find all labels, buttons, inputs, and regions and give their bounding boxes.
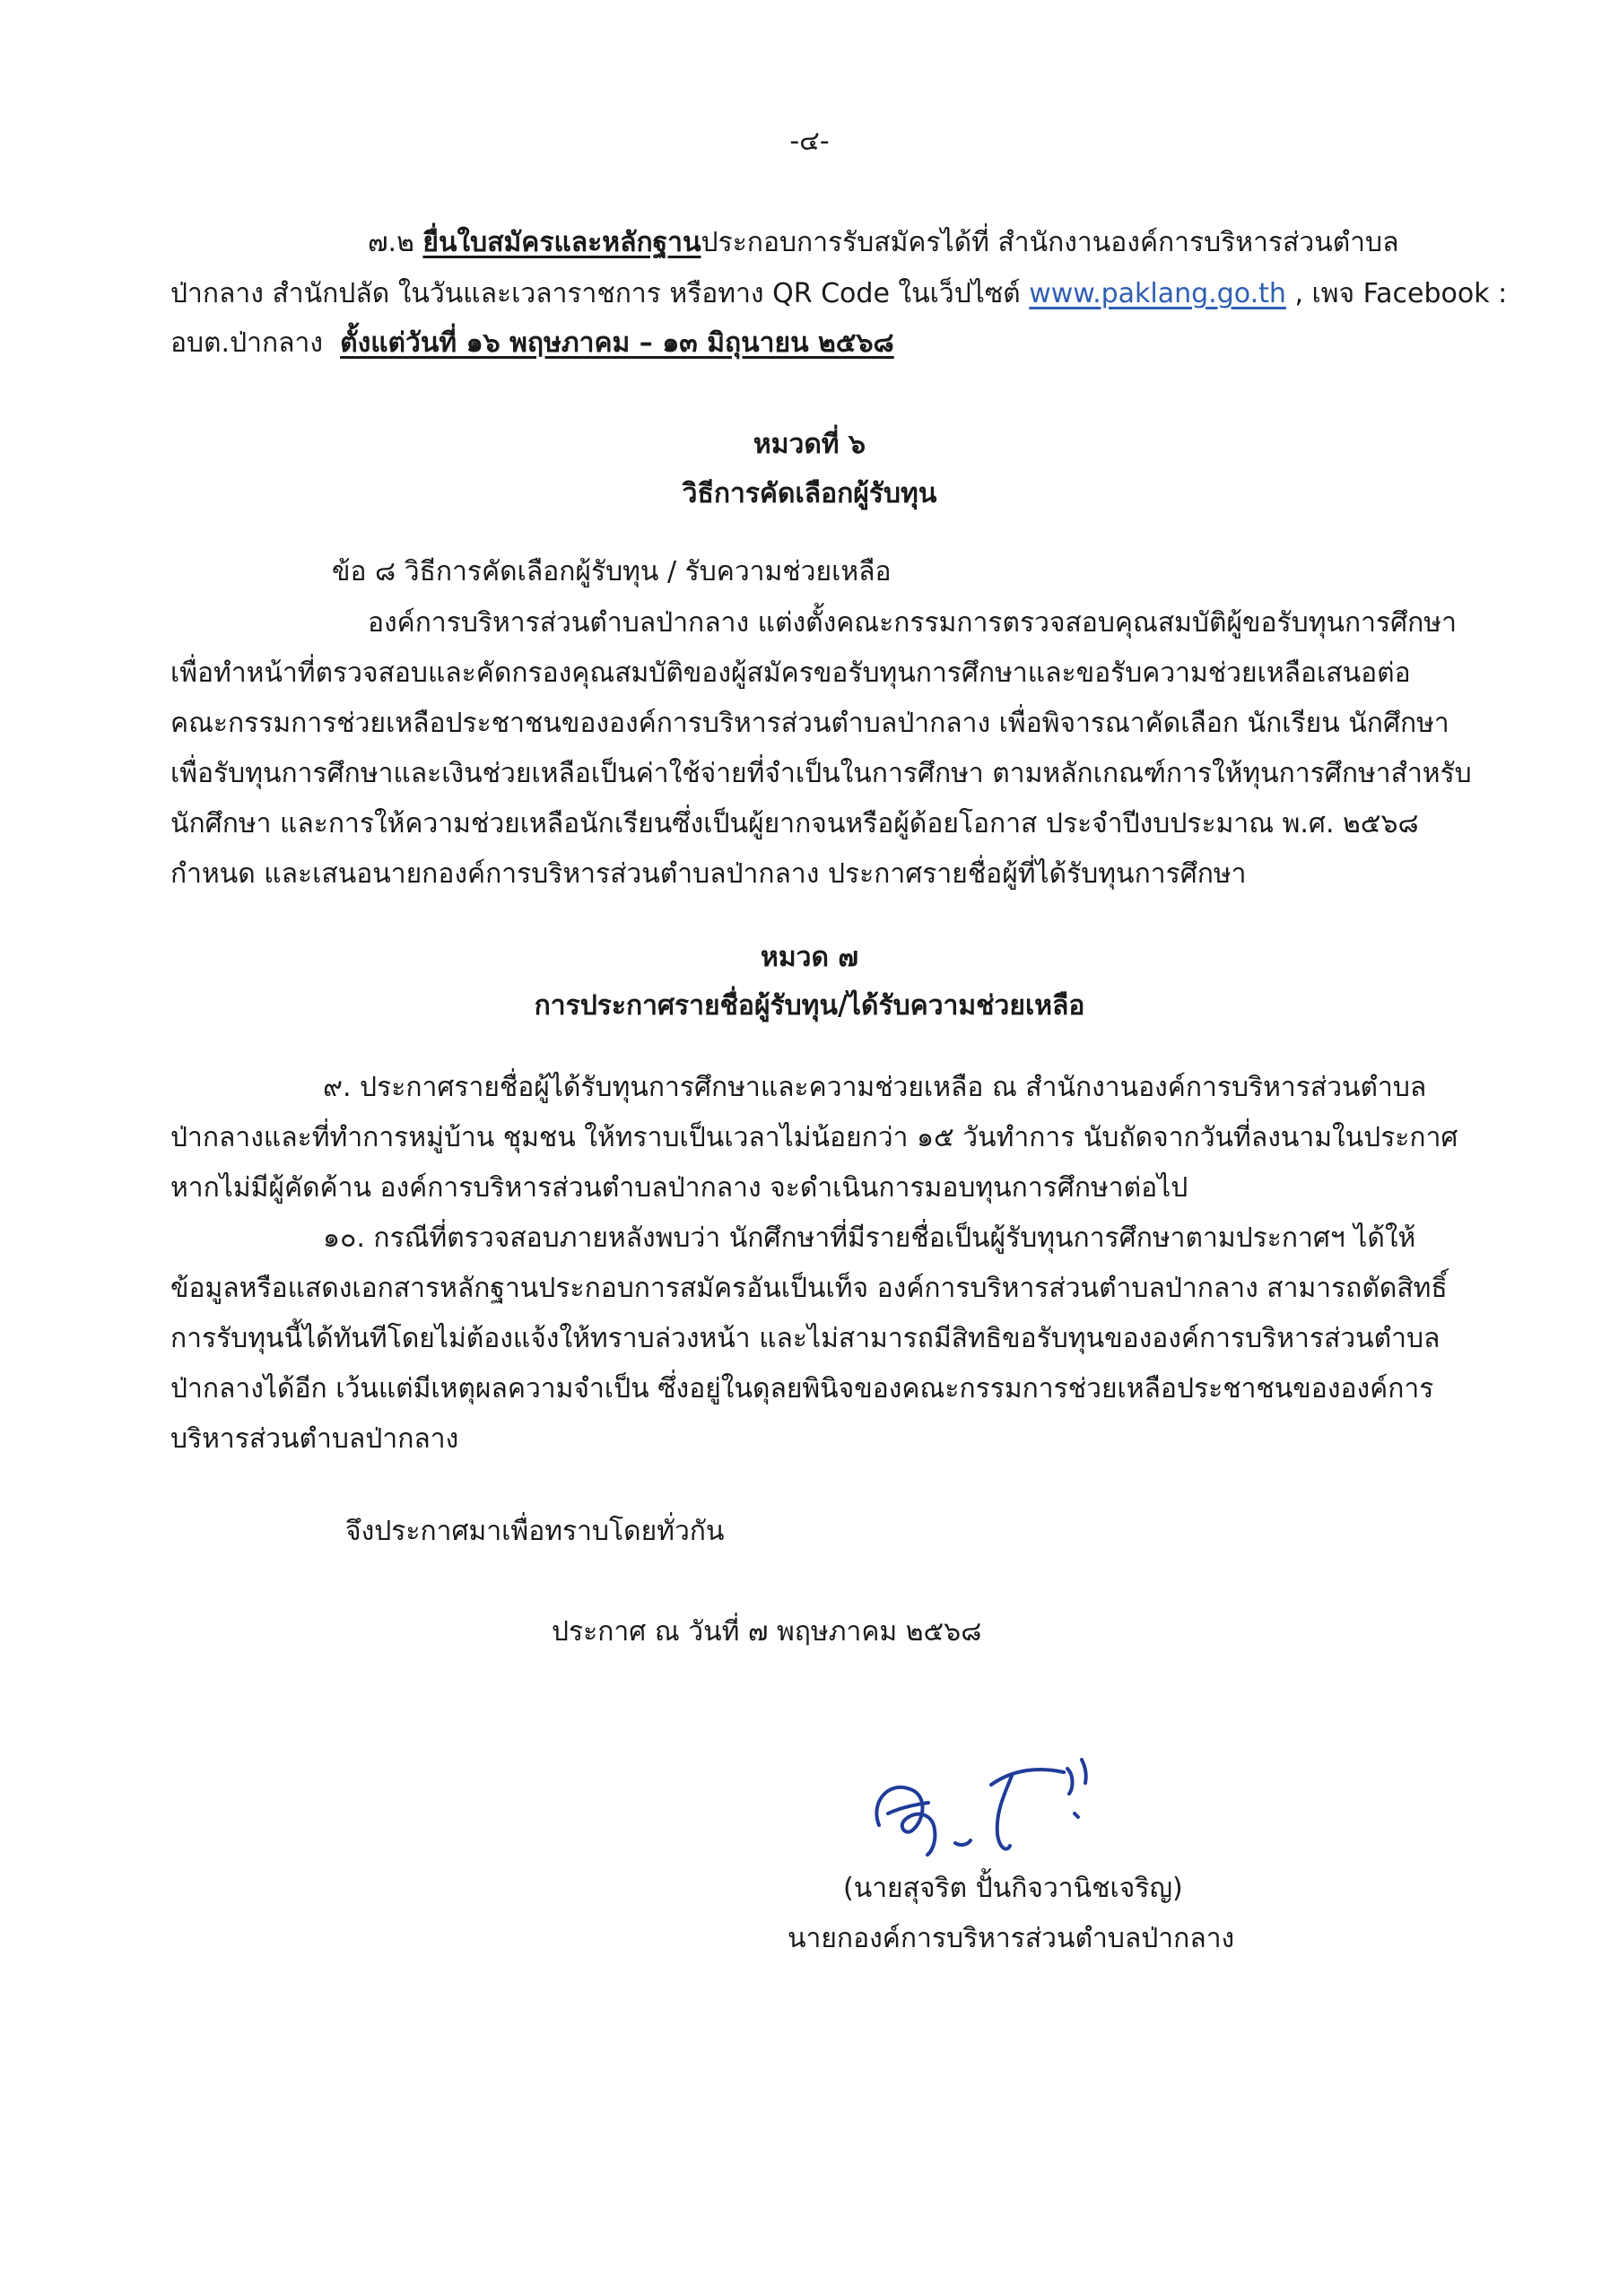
section-number: ๗.๒ — [368, 227, 414, 258]
signer-name: (นายสุจริต ปั้นกิจวานิชเจริญ) — [843, 1873, 1183, 1904]
chapter-7-subheading: การประกาศรายชื่อผู้รับทุน/ได้รับความช่วยเหลือ — [534, 990, 1085, 1022]
clause-9-line: ป่ากลางและที่ทำการหมู่บ้าน ชุมชน ให้ทราบเป็นเวลาไม่น้อยกว่า ๑๕ วันทำการ นับถัดจากวันที่ลงนามในประกาศ — [170, 1122, 1458, 1153]
section-line-2-text: ป่ากลาง สำนักปลัด ในวันและเวลาราชการ หรือทาง QR Code ในเว็ปไซต์ — [170, 278, 1021, 309]
application-period: ตั้งแต่วันที่ ๑๖ พฤษภาคม – ๑๓ มิถุนายน ๒๕๖๘ — [340, 327, 894, 359]
section-line-2-post: , เพจ Facebook : — [1294, 278, 1508, 309]
clause-8-line: กำหนด และเสนอนายกองค์การบริหารส่วนตำบลป่ากลาง ประกาศรายชื่อผู้ที่ได้รับทุนการศึกษา — [170, 858, 1247, 890]
clause-10-line: ป่ากลางได้อีก เว้นแต่มีเหตุผลความจำเป็น ซึ่งอยู่ในดุลยพินิจของคณะกรรมการช่วยเหลือประชาชนขององค์การ — [170, 1373, 1434, 1405]
closing-statement: จึงประกาศมาเพื่อทราบโดยทั่วกัน — [345, 1516, 725, 1547]
clause-8-title: ข้อ ๘ วิธีการคัดเลือกผู้รับทุน / รับความช่วยเหลือ — [332, 556, 892, 587]
section-7-2-line-1 — [368, 227, 1398, 259]
section-line-3-pre: อบต.ป่ากลาง — [170, 327, 324, 359]
clause-10-line: ๑๐. กรณีที่ตรวจสอบภายหลังพบว่า นักศึกษาที่มีรายชื่อเป็นผู้รับทุนการศึกษาตามประกาศฯ ได้ให้ — [323, 1222, 1416, 1254]
clause-9-line: ๙. ประกาศรายชื่อผู้ได้รับทุนการศึกษาและความช่วยเหลือ ณ สำนักงานองค์การบริหารส่วนตำบล — [323, 1072, 1427, 1103]
clause-8-line: คณะกรรมการช่วยเหลือประชาชนขององค์การบริหารส่วนตำบลป่ากลาง เพื่อพิจารณาคัดเลือก นักเรียน นักศึกษา — [170, 708, 1449, 739]
clause-8-line: เพื่อรับทุนการศึกษาและเงินช่วยเหลือเป็นค่าใช้จ่ายที่จำเป็นในการศึกษา ตามหลักเกณฑ์การให้ทุนการศึกษาสำหรับ — [170, 758, 1472, 789]
website-link[interactable]: www.paklang.go.th — [1029, 278, 1286, 309]
clause-10-line: บริหารส่วนตำบลป่ากลาง — [170, 1423, 459, 1455]
chapter-6-subheading: วิธีการคัดเลือกผู้รับทุน — [682, 478, 937, 509]
chapter-7-heading: หมวด ๗ — [761, 942, 858, 973]
page-number: -๔- — [789, 126, 830, 157]
clause-8-line: เพื่อทำหน้าที่ตรวจสอบและคัดกรองคุณสมบัติของผู้สมัครขอรับทุนการศึกษาและขอรับความช่วยเหลือเสนอต่อ — [170, 657, 1411, 689]
clause-9-line: หากไม่มีผู้คัดค้าน องค์การบริหารส่วนตำบลป่ากลาง จะดำเนินการมอบทุนการศึกษาต่อไป — [170, 1172, 1188, 1204]
signature-image — [861, 1740, 1148, 1866]
clause-10-line: การรับทุนนี้ได้ทันทีโดยไม่ต้องแจ้งให้ทราบล่วงหน้า และไม่สามารถมีสิทธิขอรับทุนขององค์การบริหารส่วนตำบล — [170, 1323, 1441, 1354]
clause-10-line: ข้อมูลหรือแสดงเอกสารหลักฐานประกอบการสมัครอันเป็นเท็จ องค์การบริหารส่วนตำบลป่ากลาง สามารถตัดสิทธิ์ — [170, 1273, 1448, 1304]
section-bold-lead: ยื่นใบสมัครและหลักฐาน — [422, 227, 701, 258]
signer-title: นายกองค์การบริหารส่วนตำบลป่ากลาง — [788, 1923, 1235, 1954]
section-text: ประกอบการรับสมัครได้ที่ สำนักงานองค์การบริหารส่วนตำบล — [701, 227, 1399, 258]
section-7-2-line-2 — [170, 278, 1507, 310]
announcement-date: ประกาศ ณ วันที่ ๗ พฤษภาคม ๒๕๖๘ — [552, 1616, 982, 1648]
clause-8-line: นักศึกษา และการให้ความช่วยเหลือนักเรียนซึ่งเป็นผู้ยากจนหรือผู้ด้อยโอกาส ประจำปีงบประมาณ พ.ศ. ๒๕๖๘ — [170, 808, 1419, 839]
chapter-6-heading: หมวดที่ ๖ — [753, 429, 866, 460]
clause-8-line: องค์การบริหารส่วนตำบลป่ากลาง แต่งตั้งคณะกรรมการตรวจสอบคุณสมบัติผู้ขอรับทุนการศึกษา — [368, 607, 1457, 639]
section-7-2-line-3 — [170, 327, 894, 360]
